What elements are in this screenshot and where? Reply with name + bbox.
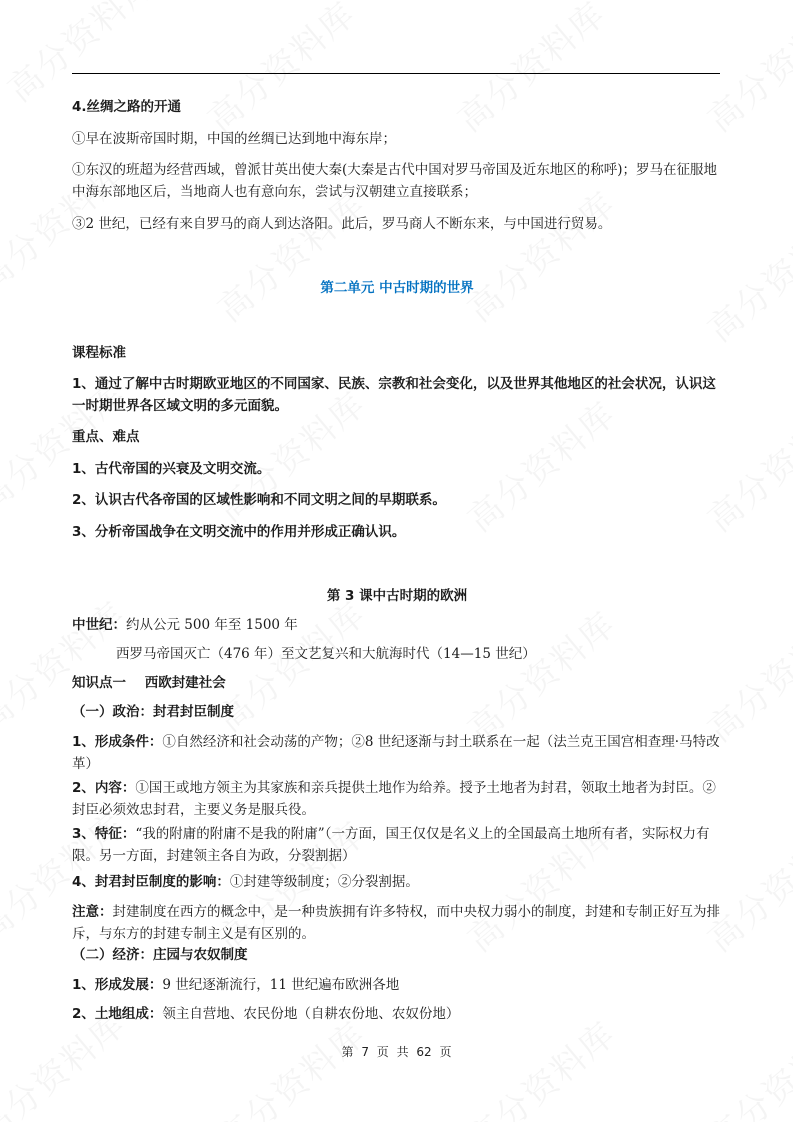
item-label: 1、形成条件： [72,734,163,750]
watermark [195,0,364,141]
unit-title: 第二单元 中古时期的世界 [320,280,474,296]
middle-ages-detail: 西罗马帝国灭亡（476 年）至文艺复兴和大航海时代（14—15 世纪） [116,646,536,662]
middle-ages-line [72,614,722,636]
politics-item [72,731,722,775]
item-label: 3、特征： [72,826,136,842]
economy-item [72,974,722,996]
curriculum-item: 1、通过了解中古时期欧亚地区的不同国家、民族、宗教和社会变化，以及世界其他地区的社会状况，认识这一时期世界各区域文明的多元面貌。 [72,376,716,414]
item-text: ①封建等级制度；②分裂割据。 [229,874,419,890]
watermark [445,0,614,141]
item-text: ①国王或地方领主为其家族和亲兵提供土地作为给养。授予土地者为封君，领取土地者为封臣。②封臣必须效忠封君，主要义务是服兵役。 [72,780,716,818]
key-point-item: 3、分析帝国战争在文明交流中的作用并形成正确认识。 [72,524,406,540]
economy-item [72,1003,722,1025]
key-point-item: 1、古代帝国的兴衰及文明交流。 [72,461,271,477]
politics-item [72,823,722,867]
item-text: ①自然经济和社会动荡的产物；②8 世纪逐渐与封土联系在一起（法兰克王国宫相查理·马特改革） [72,734,720,772]
item-text: 9 世纪逐渐流行，11 世纪遍布欧洲各地 [162,977,400,993]
lesson-title: 第 3 课中古时期的欧洲 [326,588,468,604]
item-label: 2、内容： [72,780,136,796]
note-paragraph [72,901,722,945]
paragraph: ①早在波斯帝国时期，中国的丝绸已达到地中海东岸； [72,131,396,147]
item-text: 领主自营地、农民份地（自耕农份地、农奴份地） [162,1006,460,1022]
watermark [0,0,165,111]
item-text: “我的附庸的附庸不是我的附庸”（一方面，国王仅仅是名义上的全国最高土地所有者，实际权力有限。另一方面，封建领主各自为政，分裂割据） [72,826,710,864]
page-footer: 第 7 页 共 62 页 [341,1045,452,1059]
key-point-item: 2、认识古代各帝国的区域性影响和不同文明之间的早期联系。 [72,492,446,508]
item-label: 1、形成发展： [72,977,163,993]
note-label: 注意： [72,904,113,920]
paragraph: ①东汉的班超为经营西域，曾派甘英出使大秦(大秦是古代中国对罗马帝国及近东地区的称呼)；罗马在征服地中海东部地区后，当地商人也有意向东，尝试与汉朝建立直接联系； [72,162,718,200]
economy-heading: （二）经济：庄园与农奴制度 [72,947,248,963]
item-label: 2、土地组成： [72,1006,163,1022]
politics-item [72,777,722,821]
middle-ages-label: 中世纪： [72,617,126,633]
header-rule [72,73,720,74]
paragraph: ③2 世纪，已经有来自罗马的商人到达洛阳。此后，罗马商人不断东来，与中国进行贸易。 [72,216,612,232]
knowledge-point-heading: 知识点一 西欧封建社会 [72,675,226,691]
curriculum-heading: 课程标准 [72,345,126,361]
politics-heading: （一）政治：封君封臣制度 [72,704,234,720]
note-text: 封建制度在西方的概念中，是一种贵族拥有许多特权，而中央权力弱小的制度，封建和专制正好互为排斥，与东方的封建专制主义是有区别的。 [72,904,720,942]
item-label: 4、封君封臣制度的影响： [72,874,230,890]
politics-item [72,871,722,893]
watermark [695,0,793,141]
middle-ages-text: 约从公元 500 年至 1500 年 [126,617,298,633]
section-title-silk-road: 4.丝绸之路的开通 [72,99,182,115]
key-points-heading: 重点、难点 [72,429,140,445]
